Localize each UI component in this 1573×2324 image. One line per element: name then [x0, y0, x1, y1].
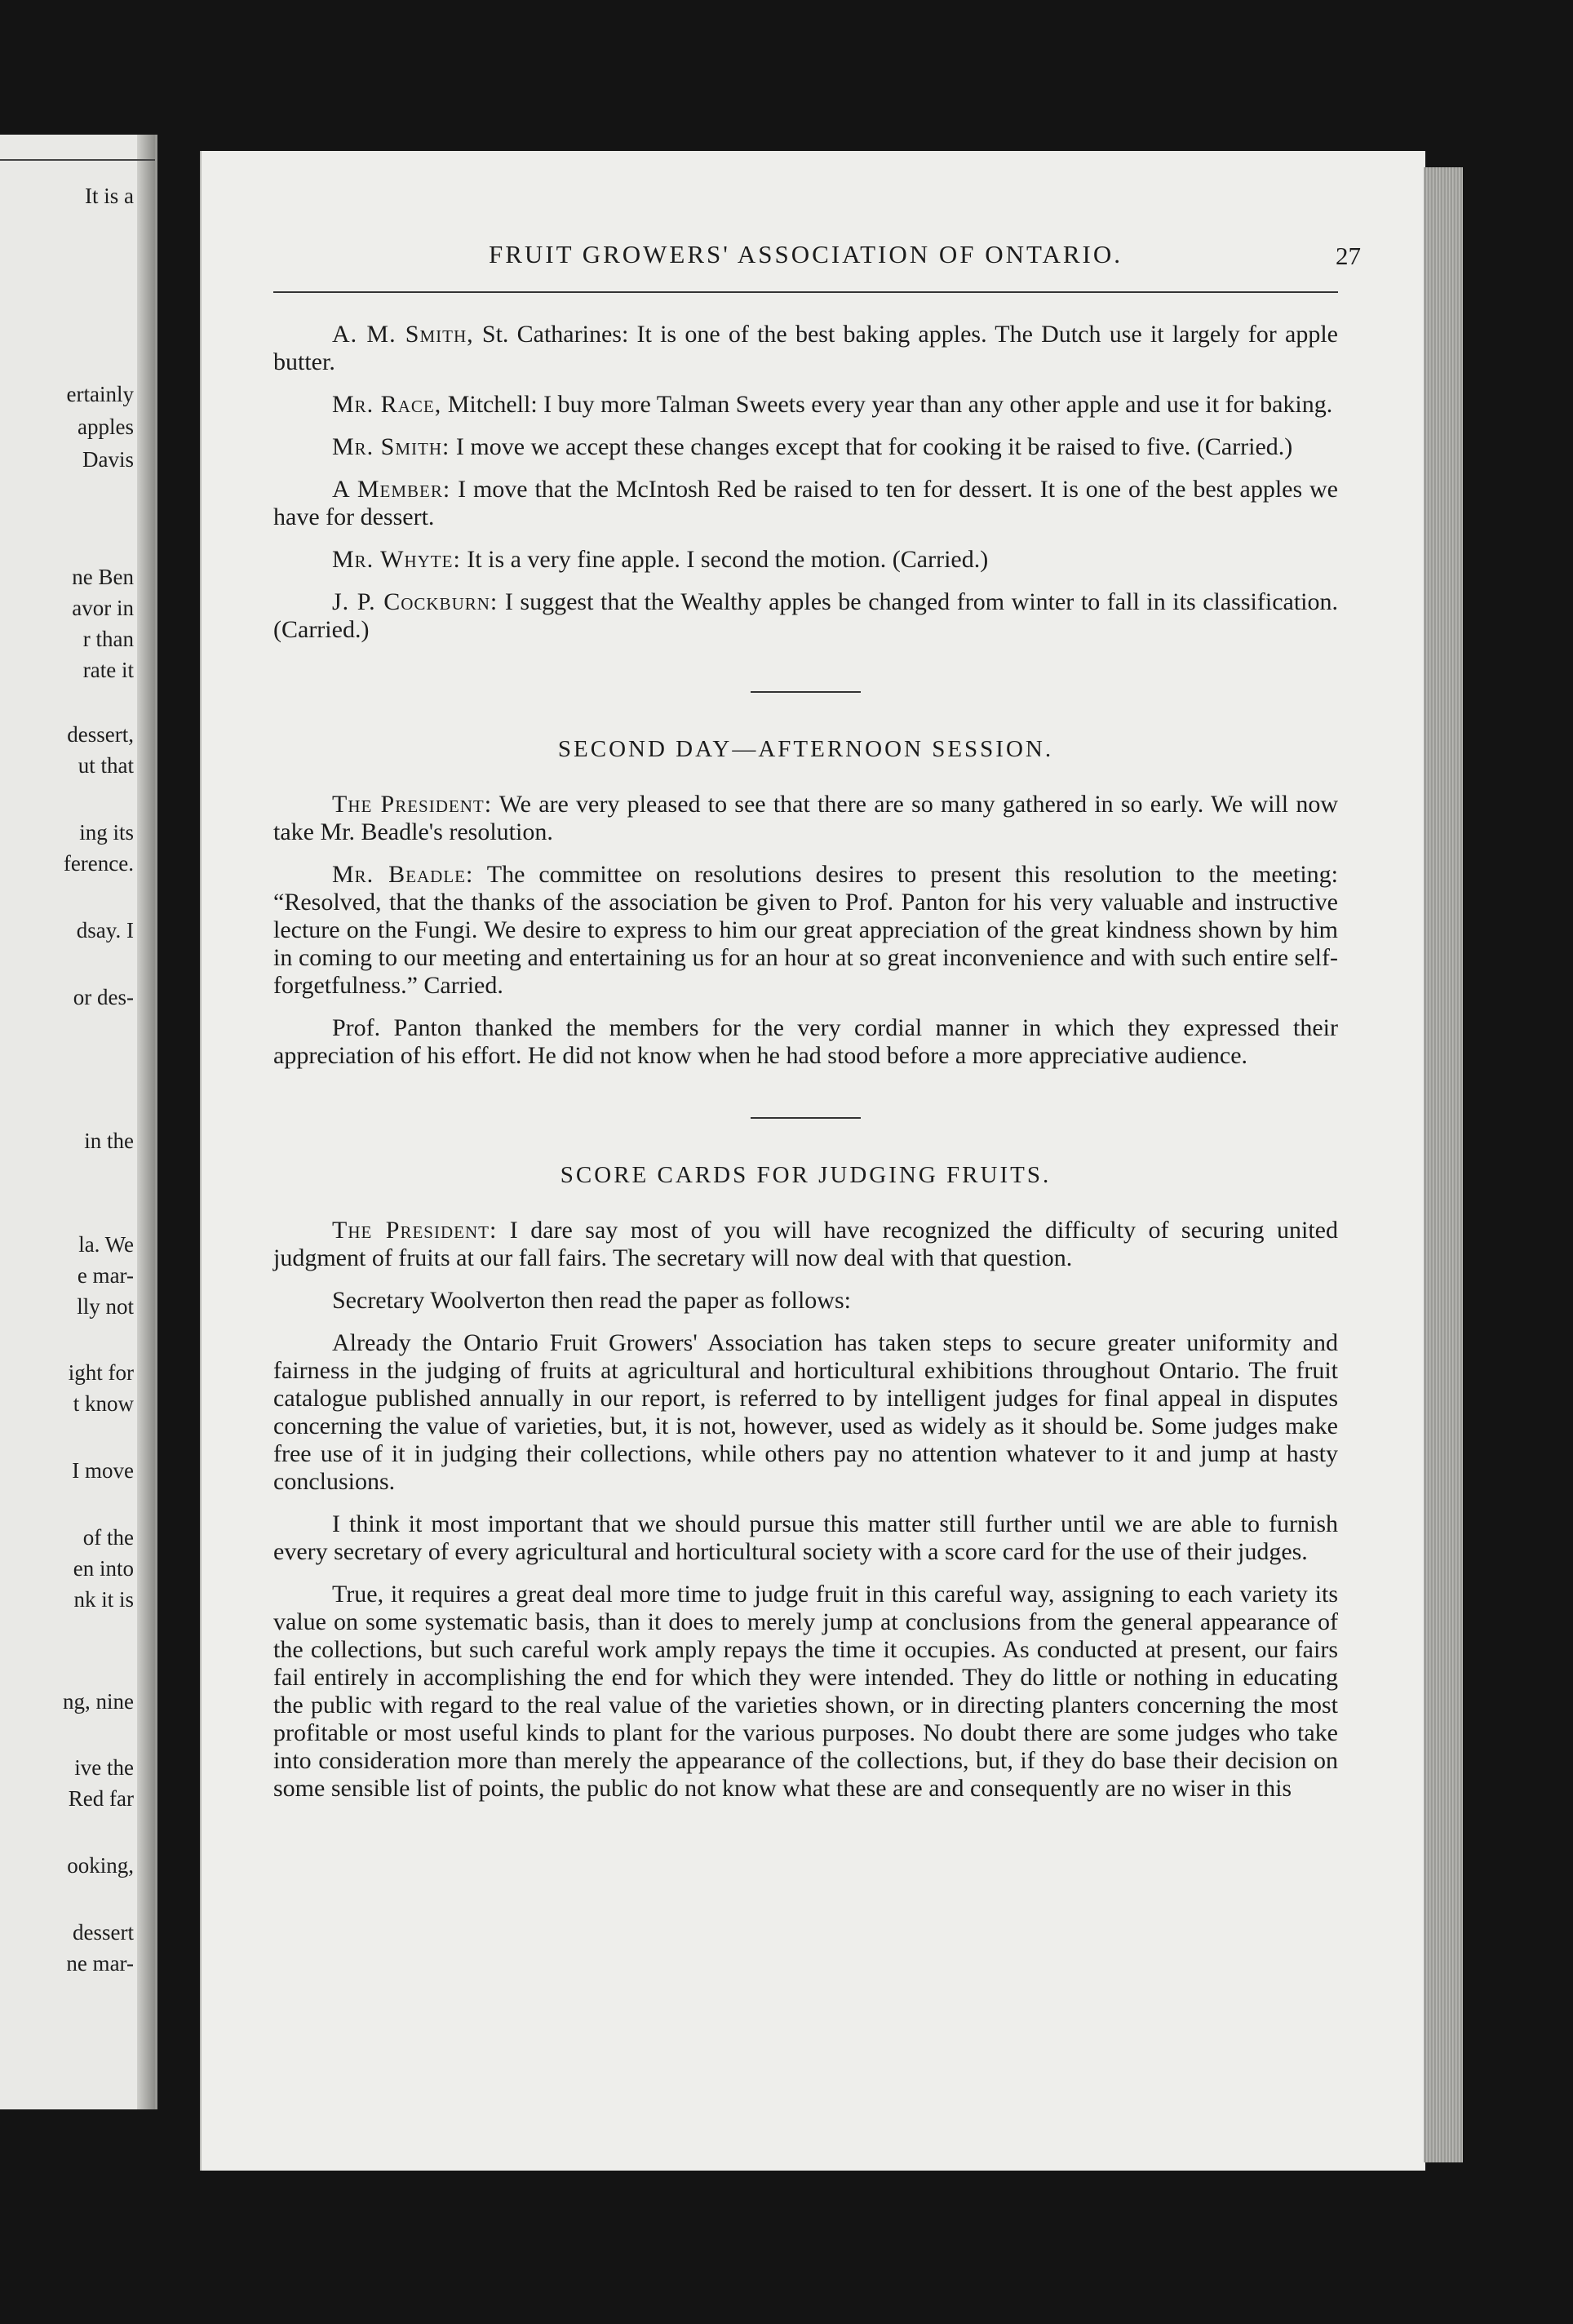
- left-page: [0, 135, 157, 2109]
- page-number: 27: [1336, 242, 1361, 270]
- left-fragment: en into: [73, 1556, 134, 1581]
- running-head: [273, 239, 1361, 280]
- section-divider: [751, 691, 861, 693]
- paragraph: [273, 861, 1338, 1000]
- page-stack-edge: [1424, 167, 1463, 2162]
- paragraph-text: I suggest that the Wealthy apples be changed from winter to fall in its classification. (Carried.): [273, 588, 1338, 643]
- left-fragment: la. We: [78, 1232, 134, 1257]
- left-fragment: I move: [72, 1458, 134, 1483]
- speaker-name: The President:: [332, 791, 493, 818]
- speaker-name: The President:: [332, 1217, 498, 1244]
- left-fragment: dsay. I: [76, 918, 134, 942]
- speaker-name: Mr. Race,: [332, 391, 442, 418]
- paragraph: [273, 791, 1338, 846]
- left-fragment: ut that: [78, 753, 134, 778]
- left-fragment: nk it is: [73, 1587, 134, 1612]
- paragraph-text: Secretary Woolverton then read the paper as follows:: [332, 1287, 851, 1314]
- left-fragment: ertainly: [66, 382, 134, 406]
- paragraph: [273, 1510, 1338, 1566]
- right-page: [200, 151, 1425, 2171]
- left-fragment: apples: [78, 415, 134, 439]
- left-fragment: ference.: [63, 851, 134, 876]
- left-fragment: or des-: [73, 985, 134, 1009]
- left-fragment: Red far: [68, 1786, 134, 1811]
- left-fragment: ing its: [79, 820, 134, 845]
- paragraph-text: Already the Ontario Fruit Growers' Association has taken steps to secure greater uniformity and fairness in the judging of fruits at agricultural and horticultural exhibitions throughout Ontario. The fruit catalogue published annually in our report, is referred to by intelligent judges for final appeal in disputes concerning the value of varieties, but, it is not, however, used as widely as it should be. Some judges make free use of it in judging their collections, while others pay no attention whatever to it and jump at hasty conclusions.: [273, 1329, 1338, 1495]
- left-fragment: It is a: [85, 184, 134, 208]
- paragraph-text: We are very pleased to see that there are so many gathered in so early. We will now take Mr. Beadle's resolution.: [273, 791, 1338, 845]
- paragraph: [273, 476, 1338, 531]
- paragraph: [273, 588, 1338, 644]
- left-fragment: dessert,: [67, 722, 134, 747]
- left-fragment: rate it: [82, 658, 134, 682]
- left-fragment: ooking,: [67, 1853, 134, 1878]
- paragraph-text: Prof. Panton thanked the members for the very cordial manner in which they expressed their appreciation of his effort. He did not know when he had stood before a more appreciative audience.: [273, 1014, 1338, 1069]
- left-fragment: in the: [84, 1129, 134, 1153]
- left-fragment: of the: [82, 1525, 134, 1550]
- left-fragment: Davis: [82, 447, 134, 472]
- paragraph: [273, 546, 1338, 574]
- page-content: [273, 239, 1361, 1817]
- paragraph-text: I dare say most of you will have recognized the difficulty of securing united judgment of fruits at our fall fairs. The secretary will now deal with that question.: [273, 1217, 1338, 1271]
- paragraph: [273, 1217, 1338, 1272]
- left-fragment: ng, nine: [63, 1689, 134, 1714]
- left-fragment: ive the: [74, 1755, 134, 1780]
- speaker-name: Mr. Smith:: [332, 433, 450, 460]
- speaker-name: J. P. Cockburn:: [332, 588, 498, 615]
- section-title-score-cards: SCORE CARDS FOR JUDGING FRUITS.: [560, 1162, 1052, 1188]
- paragraph: [273, 1581, 1338, 1803]
- speaker-name: A. M. Smith,: [332, 321, 474, 348]
- paragraph: [273, 391, 1338, 419]
- paragraph-text: True, it requires a great deal more time to judge fruit in this careful way, assigning to each variety its value on some systematic basis, than it does to merely jump at conclusions from the general appearance of the collections, but such careful work amply repays the time it occupies. As conducted at present, our fairs fail entirely in accomplishing the end for which they were intended. They do little or nothing in educating the public with regard to the real value of the varieties shown, or in directing planters concerning the most profitable or most useful kinds to plant for the various purposes. No doubt there are some judges who take into consideration more than merely the appearance of the collections, but, if they do base their decision on some sensible list of points, the public do not know what these are and consequently are no wiser in this: [273, 1581, 1338, 1802]
- paragraph-text: Mitchell: I buy more Talman Sweets every year than any other apple and use it for baking.: [441, 391, 1333, 418]
- paragraph: [273, 1287, 1338, 1315]
- speaker-name: Mr. Beadle:: [332, 861, 474, 888]
- paragraph-text: I think it most important that we should pursue this matter still further until we are able to furnish every secretary of every agricultural and horticultural society with a score card for the use of their judges.: [273, 1510, 1338, 1565]
- paragraph-text: I move we accept these changes except that for cooking it be raised to five. (Carried.): [450, 433, 1293, 460]
- running-head-title: FRUIT GROWERS' ASSOCIATION OF ONTARIO.: [488, 240, 1123, 268]
- header-rule: [273, 291, 1338, 293]
- paragraph-text: The committee on resolutions desires to present this resolution to the meeting: “Resolved, that the thanks of the association be given to Prof. Panton for his very valuable and instructive lecture on the Fungi. We desire to express to him our great appreciation of the great kindness shown by him in coming to our meeting and entertaining us for an hour at so great inconvenience and with such entire self-forgetfulness.” Carried.: [273, 861, 1339, 999]
- speaker-name: Mr. Whyte:: [332, 546, 461, 573]
- section-divider: [751, 1117, 861, 1119]
- left-fragment: dessert: [73, 1920, 134, 1945]
- paragraph-text: I move that the McIntosh Red be raised to ten for dessert. It is one of the best apples we have for dessert.: [273, 476, 1338, 530]
- left-fragment: avor in: [72, 596, 134, 620]
- section-title-afternoon-session: SECOND DAY—AFTERNOON SESSION.: [557, 736, 1054, 762]
- paragraph-text: It is a very fine apple. I second the motion. (Carried.): [460, 546, 989, 573]
- left-page-gutter: [137, 135, 155, 2109]
- left-page-rule: [0, 159, 155, 161]
- paragraph: [273, 1329, 1338, 1496]
- paragraph: [273, 321, 1338, 376]
- paragraph: [273, 1014, 1338, 1070]
- speaker-name: A Member:: [332, 476, 451, 503]
- left-fragment: ne Ben: [72, 565, 134, 589]
- paragraph-text: St. Catharines: It is one of the best baking apples. The Dutch use it largely for apple butter.: [273, 321, 1338, 375]
- left-fragment: lly not: [77, 1294, 134, 1319]
- left-fragment: ne mar-: [66, 1951, 134, 1976]
- paragraph: [273, 433, 1338, 461]
- left-fragment: e mar-: [77, 1263, 134, 1288]
- left-fragment: t know: [73, 1391, 134, 1416]
- left-fragment: r than: [82, 627, 134, 651]
- left-fragment: ight for: [68, 1360, 134, 1385]
